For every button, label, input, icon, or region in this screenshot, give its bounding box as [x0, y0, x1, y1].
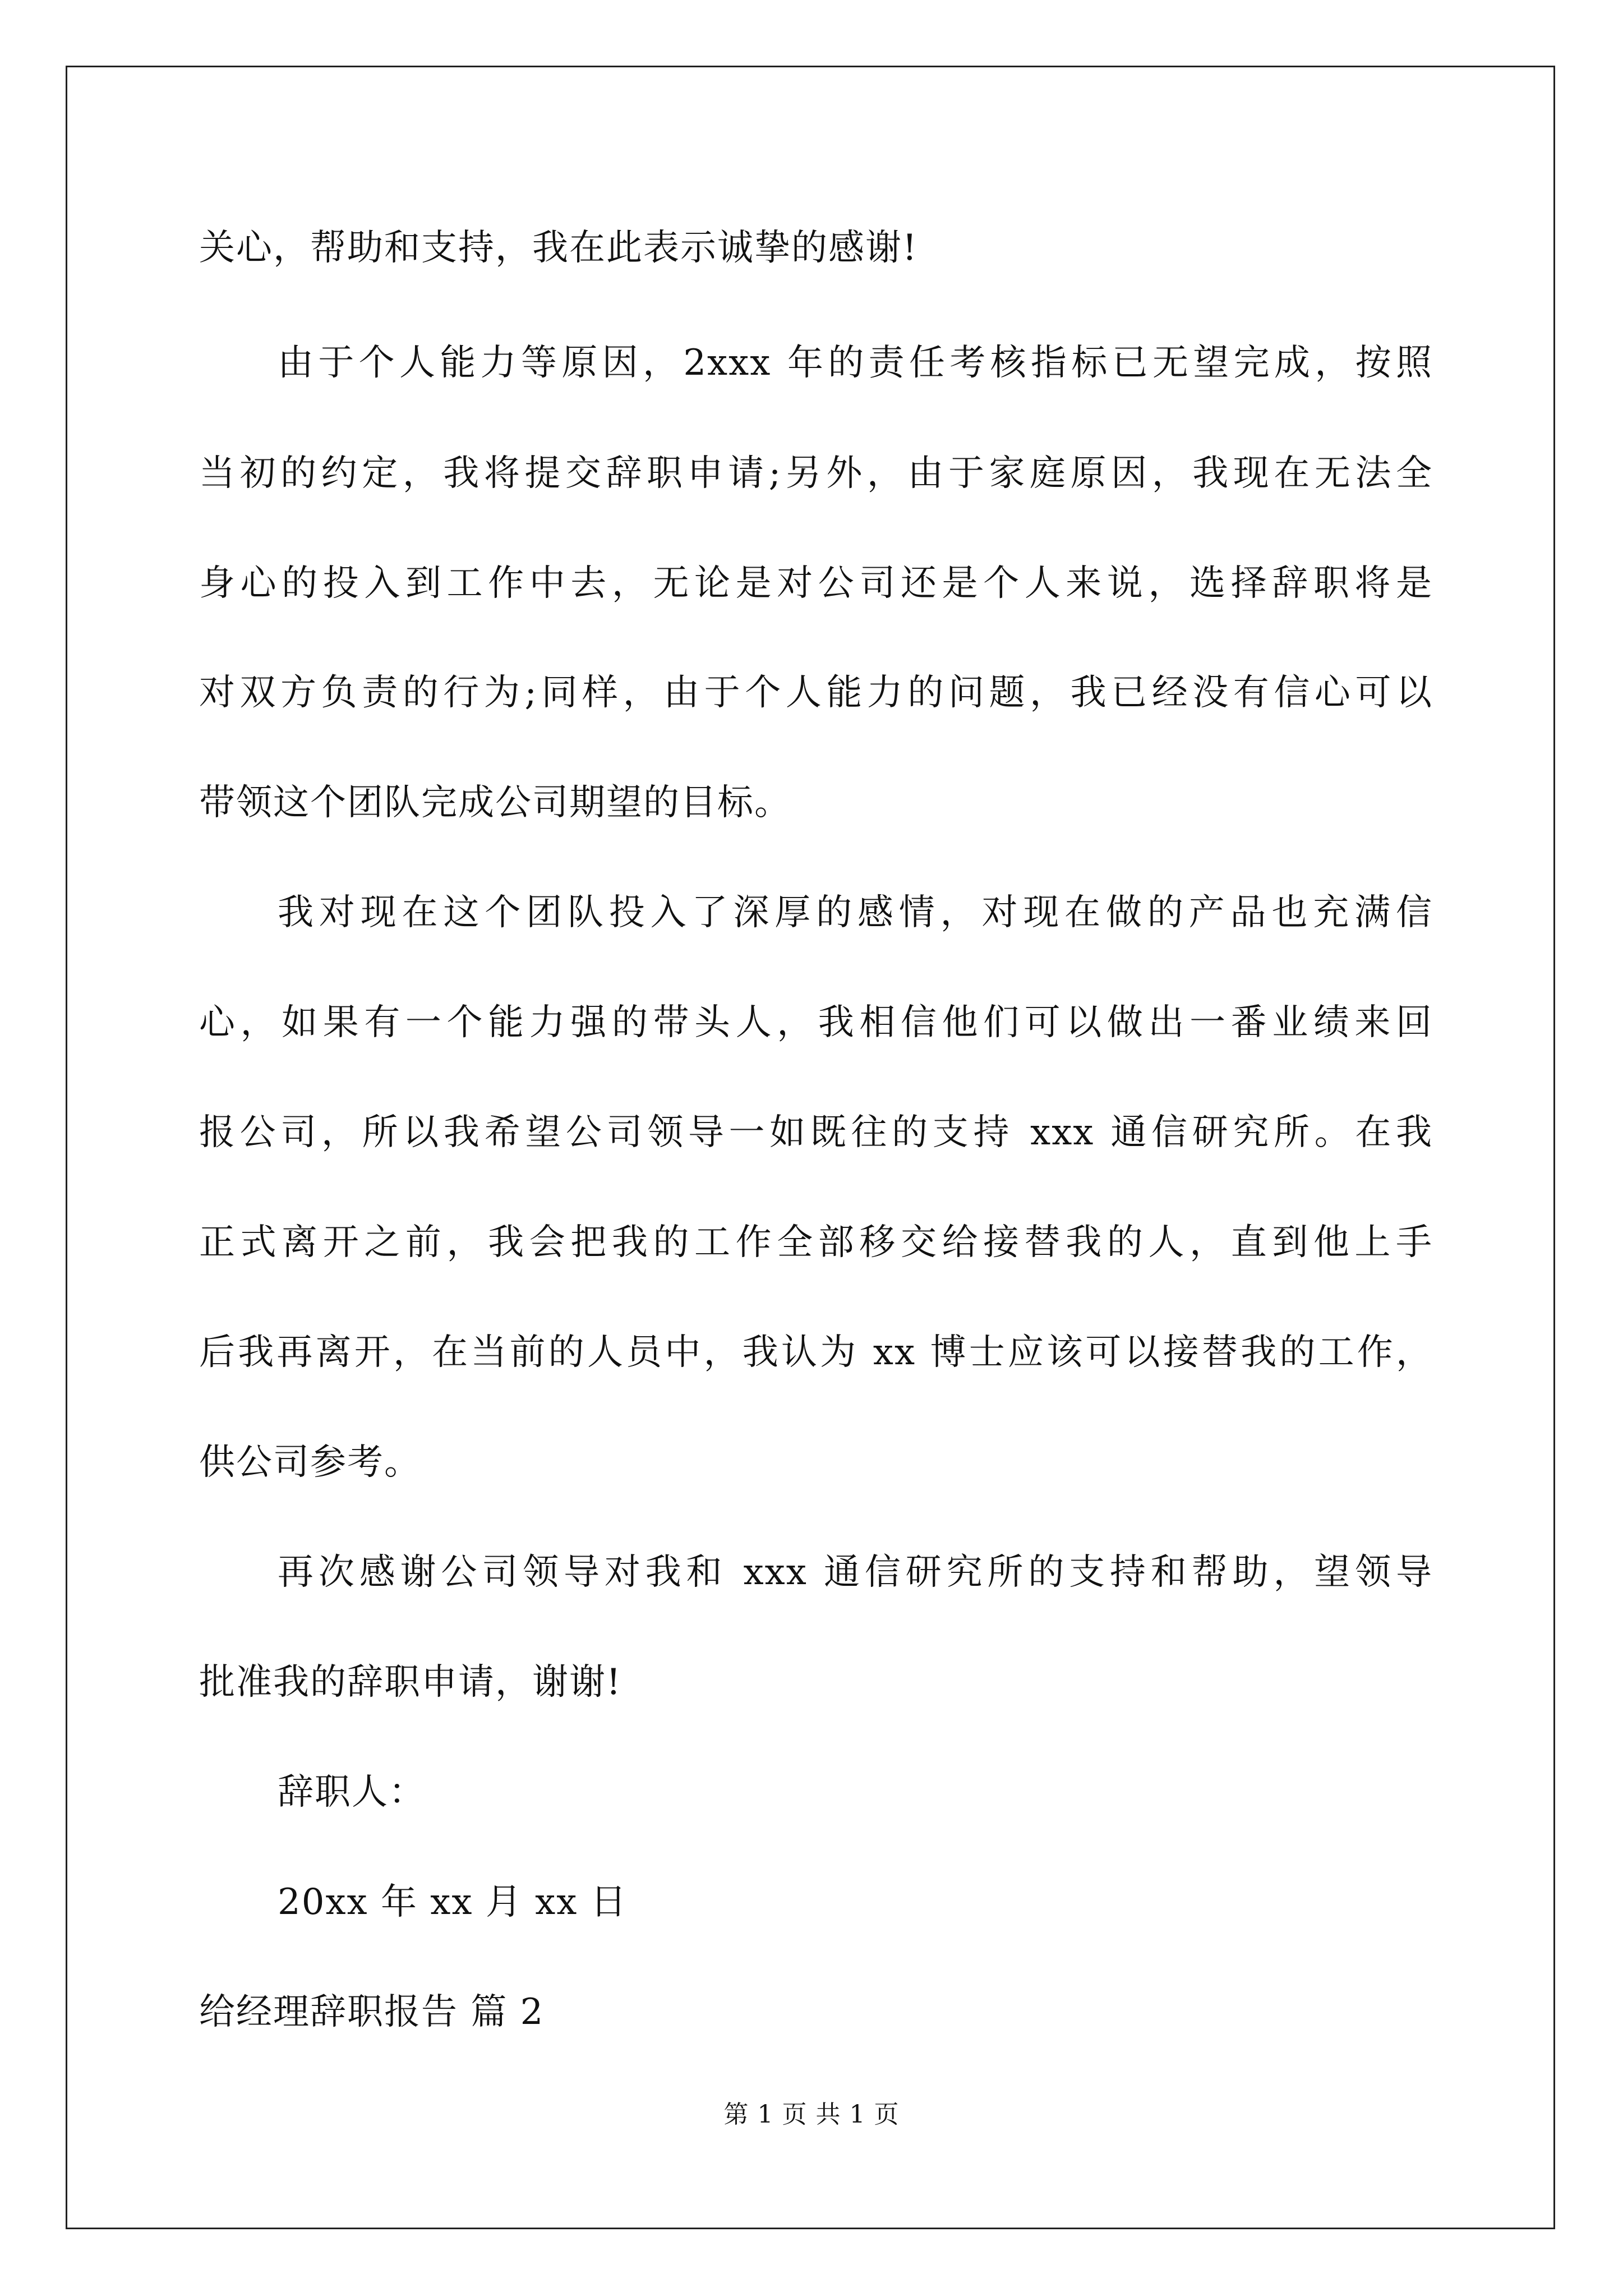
- text-line: 身心的投入到工作中去，无论是对公司还是个人来说，选择辞职将是: [199, 563, 1433, 604]
- section-heading: 给经理辞职报告 篇 2: [199, 1991, 545, 2033]
- text-line: 批准我的辞职申请，谢谢!: [199, 1662, 622, 1703]
- paragraph-start-line: 再次感谢公司领导对我和 xxx 通信研究所的支持和帮助，望领导: [278, 1552, 1433, 1593]
- text-line: 带领这个团队完成公司期望的目标。: [199, 782, 791, 823]
- text-line: 正式离开之前，我会把我的工作全部移交给接替我的人，直到他上手: [199, 1222, 1433, 1263]
- text-line: 当初的约定，我将提交辞职申请;另外，由于家庭原因，我现在无法全: [199, 453, 1433, 494]
- text-line: 心，如果有一个能力强的带头人，我相信他们可以做出一番业绩来回: [199, 1002, 1433, 1043]
- text-line: 关心，帮助和支持，我在此表示诚挚的感谢!: [199, 227, 918, 269]
- text-line: 供公司参考。: [199, 1442, 421, 1483]
- text-line: 报公司，所以我希望公司领导一如既往的支持 xxx 通信研究所。在我: [199, 1112, 1433, 1153]
- paragraph-start-line: 我对现在这个团队投入了深厚的感情，对现在做的产品也充满信: [278, 892, 1433, 933]
- page-footer: 第 1 页 共 1 页: [723, 2100, 900, 2129]
- text-line: 后我再离开，在当前的人员中，我认为 xx 博士应该可以接替我的工作，: [199, 1332, 1433, 1373]
- paragraph-start-line: 由于个人能力等原因，2xxx 年的责任考核指标已无望完成，按照: [278, 342, 1433, 384]
- text-line: 对双方负责的行为;同样，由于个人能力的问题，我已经没有信心可以: [199, 672, 1433, 714]
- signature-label: 辞职人：: [278, 1772, 426, 1813]
- date-line: 20xx 年 xx 月 xx 日: [278, 1881, 628, 1923]
